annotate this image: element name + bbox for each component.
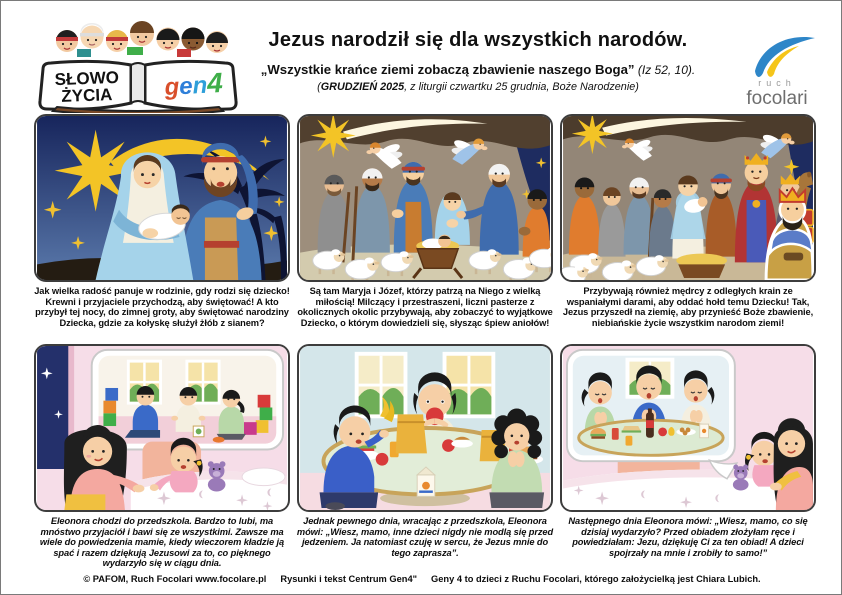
logo-word-slowo: SŁOWO	[54, 67, 120, 90]
header-text	[239, 29, 717, 93]
lunch-bag-icon	[396, 414, 427, 453]
caption-panel-6: Następnego dnia Eleonora mówi: „Wiesz, mamo, co się dzisiaj wydarzyło? Przed obiadem złożyłam ręce i powiedziałam: Jezu, dziękuję Ci za ten obiad! A dzieci spojrzały na mnie i zrobiły to samo!”	[568, 516, 808, 558]
footer-gen4-note: Geny 4 to dzieci z Ruchu Focolari, którego założycielką jest Chiara Lubich.	[431, 574, 761, 584]
illustration-holy-family	[36, 116, 288, 280]
date-rest: , z liturgii czwartku 25 grudnia, Boże Narodzenie)	[404, 81, 639, 93]
apple-icon	[376, 453, 389, 466]
panel-children-pray	[560, 344, 816, 512]
focolari-large-text: focolari	[746, 88, 808, 109]
focolari-small-text: ruch	[758, 78, 796, 88]
illustration-lunch	[299, 346, 551, 510]
panel-kindergarten-lunch	[297, 344, 553, 512]
date-open-paren: (	[317, 81, 321, 93]
footer-credits	[1, 574, 842, 584]
liturgy-date-line	[239, 81, 717, 93]
caption-panel-1: Jak wielka radość panuje w rodzinie, gdy rodzi się dziecko! Krewni i przyjaciele przychodzą, aby świętować! A kto przybył tej nocy, do zimnej groty, aby świętować narodziny Dziecka, gdzie za kołyskę służył żłób z sianem?	[34, 286, 290, 328]
panel-wise-men	[560, 114, 816, 282]
children-heads-icon	[56, 21, 228, 57]
caption-panel-4: Eleonora chodzi do przedszkola. Bardzo to lubi, ma mnóstwo przyjaciół i bawi się ze wszystkimi. Zawsze ma wiele do powiedzenia mamie, kiedy wieczorem kładzie ją spać i razem dziękują Jezusowi za to, co pięknego wydarzyło się w ciągu dnia.	[39, 516, 285, 568]
page-title: Jezus narodził się dla wszystkich narodów.	[268, 29, 688, 51]
panel-holy-family-night	[34, 114, 290, 282]
caption-panel-2: Są tam Maryja i Józef, którzy patrzą na Niego z wielką miłością! Milczący i przestraszeni, liczni pasterze z okolicznych okolic przybywają, aby zobaczyć to wyjątkowe Dziecko, o którym dowiedzieli się, słysząc śpiew aniołów!	[297, 286, 553, 328]
scripture-quote	[239, 62, 717, 77]
footer-copyright: © PAFOM, Ruch Focolari www.focolare.pl	[83, 574, 267, 584]
illustration-pray-together	[562, 346, 814, 510]
date-month: GRUDZIEŃ 2025	[320, 81, 405, 93]
panel-shepherds-stable	[297, 114, 553, 282]
focolari-flame-icon	[755, 37, 815, 77]
caption-panel-5: Jednak pewnego dnia, wracając z przedszkola, Eleonora mówi: „Wiesz, mamo, inne dzieci nigdy nie modlą się przed jedzeniem. Ja natomiast czuję w sercu, że Jezus mnie do tego zaprasza”.	[296, 516, 554, 558]
panel-eleonora-bedtime	[34, 344, 290, 512]
sandwich-icon	[622, 426, 642, 433]
quote-reference: (Iz 52, 10).	[634, 63, 696, 77]
quote-text: „Wszystkie krańce ziemi zobaczą zbawienie naszego Boga”	[260, 62, 635, 77]
apple-icon	[658, 428, 667, 437]
caption-panel-3: Przybywają również mędrcy z odległych krain ze wspaniałymi darami, aby oddać hołd temu Dziecku! Tak, Jezus przyszedł na ziemię, aby przynieść Boże zbawienie, niebiańskie życie wszystkim narodom ziemi!	[562, 286, 814, 328]
illustration-shepherds	[299, 116, 551, 280]
focolari-logo	[721, 25, 829, 111]
manger-hay-icon	[676, 254, 727, 278]
logo-word-zycia: ŻYCIA	[60, 85, 113, 106]
footer-artwork-credit: Rysunki i tekst Centrum Gen4"	[280, 574, 418, 584]
speech-bubble	[567, 350, 737, 479]
slowo-zycia-gen4-logo	[27, 15, 249, 113]
illustration-wise-men	[562, 116, 814, 280]
illustration-bedtime	[36, 346, 288, 510]
gen4-logo-text: gen4	[163, 66, 224, 101]
